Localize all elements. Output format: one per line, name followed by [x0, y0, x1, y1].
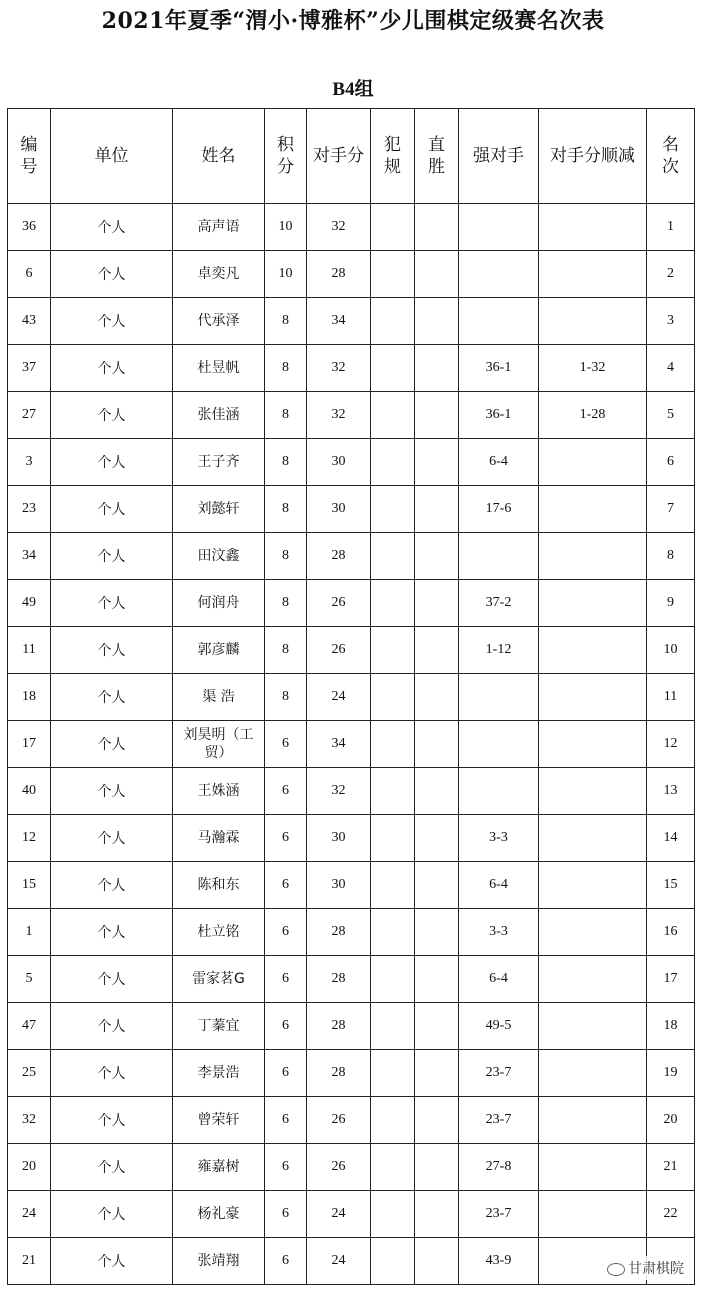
cell-direct-win: [415, 439, 459, 486]
cell-unit: 个人: [51, 298, 173, 345]
cell-opp-score-desc: [539, 580, 647, 627]
cell-name: 杨礼豪: [173, 1191, 265, 1238]
cell-opp-score: 24: [307, 1191, 371, 1238]
table-body: [8, 204, 695, 1285]
cell-opp-score-desc: [539, 486, 647, 533]
cell-direct-win: [415, 533, 459, 580]
cell-direct-win: [415, 1097, 459, 1144]
cell-opp-score: 32: [307, 345, 371, 392]
cell-direct-win: [415, 1050, 459, 1097]
cell-foul: [371, 956, 415, 1003]
table-row: [8, 674, 695, 721]
cell-name: 渠 浩: [173, 674, 265, 721]
cell-number: 11: [8, 627, 51, 674]
cell-number: 24: [8, 1191, 51, 1238]
cell-rank: 1: [647, 204, 695, 251]
cell-unit: 个人: [51, 674, 173, 721]
cell-foul: [371, 721, 415, 768]
cell-strong-opp: 37-2: [459, 580, 539, 627]
cell-opp-score: 28: [307, 251, 371, 298]
cell-rank: 2: [647, 251, 695, 298]
cell-foul: [371, 674, 415, 721]
cell-opp-score: 28: [307, 956, 371, 1003]
cell-direct-win: [415, 768, 459, 815]
cell-score: 6: [265, 1238, 307, 1285]
cell-opp-score-desc: [539, 768, 647, 815]
cell-direct-win: [415, 862, 459, 909]
table-row: [8, 627, 695, 674]
table-row: [8, 1144, 695, 1191]
cell-number: 21: [8, 1238, 51, 1285]
cell-rank: 8: [647, 533, 695, 580]
cell-opp-score: 26: [307, 627, 371, 674]
cell-direct-win: [415, 721, 459, 768]
cell-foul: [371, 862, 415, 909]
cell-number: 17: [8, 721, 51, 768]
header-foul: 犯规: [371, 109, 415, 204]
cell-rank: 13: [647, 768, 695, 815]
table-row: [8, 251, 695, 298]
header-opp-score: 对手分: [307, 109, 371, 204]
cell-direct-win: [415, 1238, 459, 1285]
cell-score: 6: [265, 1191, 307, 1238]
cell-number: 40: [8, 768, 51, 815]
cell-opp-score-desc: [539, 721, 647, 768]
cell-foul: [371, 392, 415, 439]
cell-unit: 个人: [51, 627, 173, 674]
cell-foul: [371, 580, 415, 627]
table-row: [8, 345, 695, 392]
cell-direct-win: [415, 1144, 459, 1191]
cell-strong-opp: 6-4: [459, 862, 539, 909]
cell-number: 32: [8, 1097, 51, 1144]
cell-strong-opp: [459, 721, 539, 768]
cell-opp-score: 28: [307, 533, 371, 580]
cell-opp-score: 28: [307, 1003, 371, 1050]
table-row: [8, 204, 695, 251]
cell-foul: [371, 298, 415, 345]
cell-foul: [371, 815, 415, 862]
cell-strong-opp: 49-5: [459, 1003, 539, 1050]
cell-opp-score: 26: [307, 1144, 371, 1191]
cell-direct-win: [415, 298, 459, 345]
cell-rank: 21: [647, 1144, 695, 1191]
cell-opp-score: 34: [307, 721, 371, 768]
cell-opp-score-desc: [539, 909, 647, 956]
cell-opp-score: 28: [307, 909, 371, 956]
cell-rank: 18: [647, 1003, 695, 1050]
cell-number: 34: [8, 533, 51, 580]
cell-strong-opp: 1-12: [459, 627, 539, 674]
cell-opp-score-desc: 1-28: [539, 392, 647, 439]
cell-name: 王姝涵: [173, 768, 265, 815]
cell-direct-win: [415, 674, 459, 721]
cell-name: 丁蓁宜: [173, 1003, 265, 1050]
cell-opp-score-desc: 1-32: [539, 345, 647, 392]
cell-opp-score-desc: [539, 1191, 647, 1238]
cell-opp-score-desc: [539, 533, 647, 580]
cell-name: 田汶鑫: [173, 533, 265, 580]
cell-name: 代承泽: [173, 298, 265, 345]
table-row: [8, 392, 695, 439]
cell-opp-score: 30: [307, 439, 371, 486]
cell-score: 6: [265, 956, 307, 1003]
cell-opp-score-desc: [539, 1097, 647, 1144]
header-unit: 单位: [51, 109, 173, 204]
cell-opp-score: 26: [307, 1097, 371, 1144]
cell-name: 马瀚霖: [173, 815, 265, 862]
wechat-icon: [607, 1263, 625, 1276]
cell-opp-score-desc: [539, 862, 647, 909]
cell-strong-opp: 36-1: [459, 345, 539, 392]
cell-number: 43: [8, 298, 51, 345]
cell-unit: 个人: [51, 204, 173, 251]
cell-name: 卓奕凡: [173, 251, 265, 298]
cell-score: 8: [265, 345, 307, 392]
cell-number: 5: [8, 956, 51, 1003]
page-title: 2021年夏季“渭小·博雅杯”少儿围棋定级赛名次表: [101, 8, 605, 34]
cell-direct-win: [415, 580, 459, 627]
cell-name: 雷家茗G: [173, 956, 265, 1003]
table-row: [8, 580, 695, 627]
header-number: 编号: [8, 109, 51, 204]
table-row: [8, 815, 695, 862]
table-row: [8, 439, 695, 486]
cell-rank: 16: [647, 909, 695, 956]
cell-score: 8: [265, 392, 307, 439]
cell-foul: [371, 345, 415, 392]
cell-number: 12: [8, 815, 51, 862]
cell-opp-score-desc: [539, 298, 647, 345]
header-strong-opp: 强对手: [459, 109, 539, 204]
cell-foul: [371, 1097, 415, 1144]
cell-rank: 3: [647, 298, 695, 345]
cell-rank: 17: [647, 956, 695, 1003]
cell-foul: [371, 627, 415, 674]
cell-foul: [371, 1191, 415, 1238]
cell-strong-opp: 36-1: [459, 392, 539, 439]
table-row: [8, 1097, 695, 1144]
cell-strong-opp: 23-7: [459, 1097, 539, 1144]
cell-score: 10: [265, 251, 307, 298]
table-row: [8, 768, 695, 815]
cell-number: 27: [8, 392, 51, 439]
cell-score: 6: [265, 1144, 307, 1191]
cell-opp-score: 30: [307, 862, 371, 909]
cell-foul: [371, 486, 415, 533]
cell-opp-score-desc: [539, 439, 647, 486]
cell-score: 8: [265, 533, 307, 580]
cell-foul: [371, 204, 415, 251]
cell-foul: [371, 768, 415, 815]
table-row: [8, 1050, 695, 1097]
cell-name: 高声语: [173, 204, 265, 251]
cell-strong-opp: [459, 251, 539, 298]
cell-rank: 14: [647, 815, 695, 862]
cell-name: 何润舟: [173, 580, 265, 627]
cell-opp-score: 24: [307, 1238, 371, 1285]
cell-number: 47: [8, 1003, 51, 1050]
table-row: [8, 909, 695, 956]
cell-number: 37: [8, 345, 51, 392]
table-row: [8, 533, 695, 580]
cell-score: 6: [265, 721, 307, 768]
cell-unit: 个人: [51, 956, 173, 1003]
cell-opp-score: 28: [307, 1050, 371, 1097]
cell-opp-score-desc: [539, 674, 647, 721]
cell-direct-win: [415, 392, 459, 439]
cell-score: 8: [265, 486, 307, 533]
cell-foul: [371, 251, 415, 298]
cell-rank: 10: [647, 627, 695, 674]
cell-strong-opp: 23-7: [459, 1050, 539, 1097]
cell-unit: 个人: [51, 580, 173, 627]
cell-opp-score: 34: [307, 298, 371, 345]
cell-opp-score-desc: [539, 815, 647, 862]
cell-unit: 个人: [51, 721, 173, 768]
cell-unit: 个人: [51, 392, 173, 439]
table-row: [8, 956, 695, 1003]
cell-name: 张靖翔: [173, 1238, 265, 1285]
cell-number: 1: [8, 909, 51, 956]
cell-unit: 个人: [51, 1003, 173, 1050]
cell-number: 3: [8, 439, 51, 486]
cell-score: 8: [265, 627, 307, 674]
cell-rank: 22: [647, 1191, 695, 1238]
cell-opp-score: 30: [307, 815, 371, 862]
cell-rank: 12: [647, 721, 695, 768]
table-row: [8, 1238, 695, 1285]
cell-strong-opp: 27-8: [459, 1144, 539, 1191]
cell-opp-score-desc: [539, 251, 647, 298]
cell-unit: 个人: [51, 533, 173, 580]
cell-unit: 个人: [51, 345, 173, 392]
cell-score: 6: [265, 1050, 307, 1097]
cell-name: 张佳涵: [173, 392, 265, 439]
cell-strong-opp: 17-6: [459, 486, 539, 533]
cell-direct-win: [415, 1003, 459, 1050]
cell-unit: 个人: [51, 768, 173, 815]
cell-opp-score-desc: [539, 1003, 647, 1050]
table-row: [8, 721, 695, 768]
cell-strong-opp: 6-4: [459, 956, 539, 1003]
cell-strong-opp: 6-4: [459, 439, 539, 486]
cell-number: 20: [8, 1144, 51, 1191]
cell-strong-opp: 23-7: [459, 1191, 539, 1238]
cell-foul: [371, 1050, 415, 1097]
cell-direct-win: [415, 251, 459, 298]
cell-unit: 个人: [51, 486, 173, 533]
cell-strong-opp: 3-3: [459, 909, 539, 956]
cell-score: 8: [265, 298, 307, 345]
cell-opp-score-desc: [539, 1050, 647, 1097]
cell-foul: [371, 439, 415, 486]
cell-opp-score: 32: [307, 204, 371, 251]
cell-number: 15: [8, 862, 51, 909]
cell-rank: 4: [647, 345, 695, 392]
cell-unit: 个人: [51, 1191, 173, 1238]
cell-rank: 15: [647, 862, 695, 909]
cell-foul: [371, 533, 415, 580]
cell-opp-score: 24: [307, 674, 371, 721]
cell-opp-score-desc: [539, 627, 647, 674]
cell-direct-win: [415, 345, 459, 392]
cell-score: 6: [265, 815, 307, 862]
cell-direct-win: [415, 956, 459, 1003]
cell-direct-win: [415, 486, 459, 533]
cell-score: 6: [265, 1003, 307, 1050]
cell-score: 10: [265, 204, 307, 251]
cell-rank: 7: [647, 486, 695, 533]
cell-opp-score: 30: [307, 486, 371, 533]
ranking-table: [7, 108, 695, 1285]
watermark: 甘肃棋院: [603, 1256, 688, 1280]
table-row: [8, 486, 695, 533]
group-label: B4组: [332, 79, 374, 100]
cell-unit: 个人: [51, 439, 173, 486]
cell-opp-score: 32: [307, 392, 371, 439]
cell-score: 6: [265, 1097, 307, 1144]
cell-unit: 个人: [51, 251, 173, 298]
cell-score: 8: [265, 674, 307, 721]
cell-name: 陈和东: [173, 862, 265, 909]
cell-unit: 个人: [51, 1238, 173, 1285]
cell-opp-score-desc: [539, 956, 647, 1003]
cell-strong-opp: [459, 533, 539, 580]
cell-name: 杜昱帆: [173, 345, 265, 392]
cell-foul: [371, 1003, 415, 1050]
table-row: [8, 862, 695, 909]
cell-rank: 11: [647, 674, 695, 721]
cell-name: 郭彦麟: [173, 627, 265, 674]
table-row: [8, 1191, 695, 1238]
cell-strong-opp: [459, 674, 539, 721]
cell-unit: 个人: [51, 1144, 173, 1191]
header-rank: 名次: [647, 109, 695, 204]
cell-opp-score: 32: [307, 768, 371, 815]
cell-opp-score: 26: [307, 580, 371, 627]
cell-strong-opp: [459, 204, 539, 251]
cell-rank: 6: [647, 439, 695, 486]
header-score: 积分: [265, 109, 307, 204]
cell-score: 8: [265, 580, 307, 627]
cell-unit: 个人: [51, 1097, 173, 1144]
cell-rank: 5: [647, 392, 695, 439]
cell-opp-score-desc: [539, 1144, 647, 1191]
cell-strong-opp: [459, 768, 539, 815]
header-name: 姓名: [173, 109, 265, 204]
cell-foul: [371, 1144, 415, 1191]
cell-rank: 19: [647, 1050, 695, 1097]
header-direct-win: 直胜: [415, 109, 459, 204]
cell-direct-win: [415, 815, 459, 862]
table-row: [8, 1003, 695, 1050]
cell-rank: 20: [647, 1097, 695, 1144]
cell-unit: 个人: [51, 862, 173, 909]
cell-foul: [371, 909, 415, 956]
cell-number: 25: [8, 1050, 51, 1097]
header-opp-score-desc: 对手分顺减: [539, 109, 647, 204]
cell-number: 23: [8, 486, 51, 533]
cell-score: 6: [265, 862, 307, 909]
cell-name: 王子齐: [173, 439, 265, 486]
cell-direct-win: [415, 909, 459, 956]
cell-opp-score-desc: [539, 204, 647, 251]
cell-number: 49: [8, 580, 51, 627]
cell-unit: 个人: [51, 909, 173, 956]
cell-number: 18: [8, 674, 51, 721]
cell-score: 6: [265, 768, 307, 815]
cell-direct-win: [415, 1191, 459, 1238]
cell-strong-opp: [459, 298, 539, 345]
table-row: [8, 298, 695, 345]
cell-unit: 个人: [51, 815, 173, 862]
cell-number: 36: [8, 204, 51, 251]
cell-score: 6: [265, 909, 307, 956]
cell-name: 雍嘉树: [173, 1144, 265, 1191]
table-header-row: [8, 109, 695, 204]
cell-strong-opp: 3-3: [459, 815, 539, 862]
cell-name: 曾荣轩: [173, 1097, 265, 1144]
cell-name: 李景浩: [173, 1050, 265, 1097]
cell-direct-win: [415, 627, 459, 674]
cell-score: 8: [265, 439, 307, 486]
cell-foul: [371, 1238, 415, 1285]
cell-rank: 9: [647, 580, 695, 627]
cell-name: 刘懿轩: [173, 486, 265, 533]
cell-name: 杜立铭: [173, 909, 265, 956]
cell-number: 6: [8, 251, 51, 298]
cell-direct-win: [415, 204, 459, 251]
cell-unit: 个人: [51, 1050, 173, 1097]
cell-name: 刘昊明（工贸）: [173, 721, 265, 768]
cell-strong-opp: 43-9: [459, 1238, 539, 1285]
